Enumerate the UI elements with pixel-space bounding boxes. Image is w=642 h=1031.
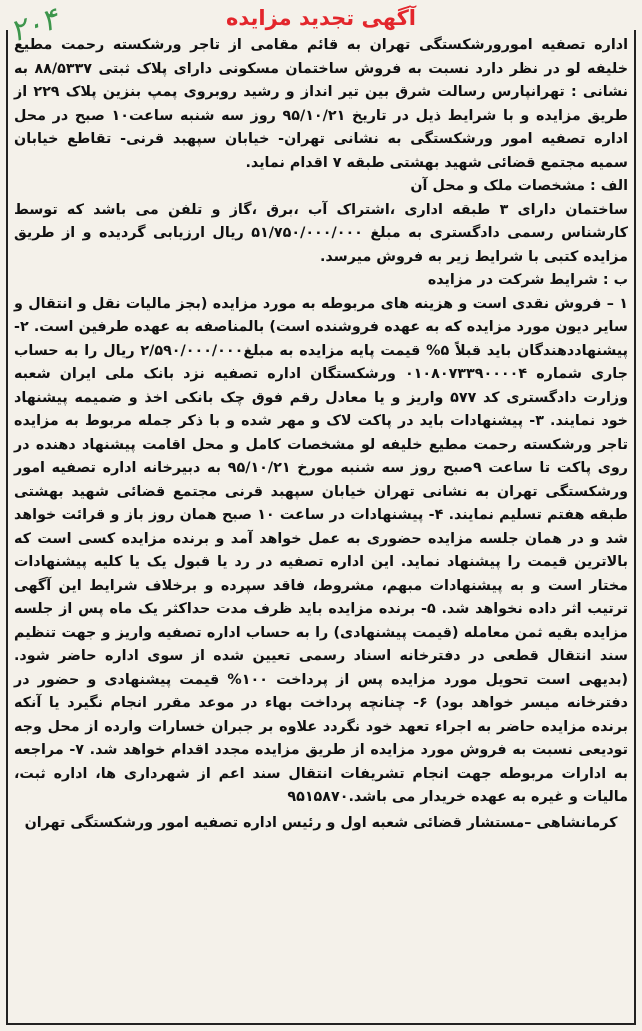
handwritten-note: ۲۰۴ [5,1,63,50]
notice-title: آگهی تجدید مزایده [226,6,416,30]
intro-paragraph: اداره تصفیه امورورشکستگی تهران به قائم مقامی از تاجر ورشکسته رحمت مطیع خلیفه لو در نظر دارد نسبت به فروش ساختمان مسکونی دارای پلاک ثبتی ۸۸/۵۳۳۷ به نشانی : تهرانپارس رسالت شرق بین تیر انداز و رشید روبروی پمپ بنزین پلاک ۲۲۹ از طریق مزایده و با شرایط ذیل در تاریخ ۹۵/۱۰/۲۱ روز سه شنبه ساعت۱۰ صبح در محل اداره تصفیه امور ورشکستگی به نشانی تهران- خیابان سپهبد قرنی- تقاطع خیابان سمیه مجتمع قضائی شهید بهشتی طبقه ۷ اقدام نماید. [14,37,629,171]
conditions-paragraph: ۱ – فروش نقدی است و هزینه های مربوطه به مورد مزایده (بجز مالیات نقل و انتقال و سایر دیون مورد مزایده که به عهده فروشنده است) بالمناصفه به عهده طرفین است. ۲- پیشنهاددهندگان باید قبلاً ۵% قیمت پایه مزایده به مبلغ۲/۵۹۰/۰۰۰/۰۰۰ ریال را به حساب جاری شماره ۰۱۰۸۰۷۳۳۹۰۰۰۰۴ ورشکستگان اداره تصفیه نزد بانک ملی ایران شعبه وزارت دادگستری کد ۵۷۷ واریز و یا معادل رقم فوق چک بانکی اخذ و ضمیمه پیشنهاد خود نمایند. ۳- پیشنهادات باید در پاکت لاک و مهر شده و با ذکر جمله مربوط به مزایده تاجر ورشکسته رحمت مطیع خلیفه لو مشخصات کامل و محل اقامت پیشنهاد دهنده در روی پاکت تا ساعت ۹صبح روز سه شنبه مورخ ۹۵/۱۰/۲۱ به دبیرخانه اداره تصفیه امور ورشکستگی تهران به نشانی تهران خیابان سپهبد قرنی مجتمع قضائی شهید بهشتی طبقه هفتم تسلیم نمایند. ۴- پیشنهادات در ساعت ۱۰ صبح همان روز باز و قرائت خواهد شد و در همان جلسه مزایده حضوری به عمل خواهد آمد و برنده مزایده کسی است که بالاترین قیمت را پیشنهاد نماید. این اداره تصفیه در رد یا قبول یک یا کلیه پیشنهادات مختار است و به پیشنهادات مبهم، مشروط، فاقد سپرده و برخلاف شرایط این آگهی ترتیب اثر داده نخواهد شد. ۵- برنده مزایده باید ظرف مدت حداکثر یک ماه پس از جلسه مزایده بقیه ثمن معامله (قیمت پیشنهادی) را به حساب اداره تصفیه واریز و جهت تنظیم سند انتقال قطعی در دفترخانه اسناد رسمی تعیین شده از سوی اداره حاضر شود. (بدیهی است تحویل مورد مزایده پس از پرداخت ۱۰۰% قیمت پیشنهادی و حضور در دفترخانه میسر خواهد بود) ۶- چنانچه پرداخت بهاء در موعد مقرر انجام نگیرد یا آنکه برنده مزایده حاضر به اجراء تعهد خود نگردد علاوه بر جبران خسارات وارده از محل وجه تودیعی نسبت به فروش مورد مزایده از طریق مزایده مجدد اقدام خواهد شد. ۷- مراجعه به ادارات مربوطه جهت انجام تشریفات انتقال سند اعم از شهرداری ها، اداره ثبت، مالیات و غیره به عهده خریدار می باشد.۹۵۱۵۸۷۰ [14,295,629,805]
section-a-heading: الف : مشخصات ملک و محل آن [410,178,628,194]
section-b-heading: ب : شرایط شرکت در مزایده [427,272,628,288]
notice-body [8,34,634,810]
signature-block: کرمانشاهی –مستشار قضائی شعبه اول و رئیس اداره تصفیه امور ورشکستگی تهران [24,814,618,831]
property-description-paragraph: ساختمان دارای ۳ طبقه اداری ،اشتراک آب ،برق ،گاز و تلفن می باشد که توسط کارشناس رسمی دادگستری به مبلغ ۵۱/۷۵۰/۰۰۰/۰۰۰ ریال ارزیابی گردیده و از طریق مزایده کتبی با شرایط زیر به فروش میرسد. [14,201,628,265]
